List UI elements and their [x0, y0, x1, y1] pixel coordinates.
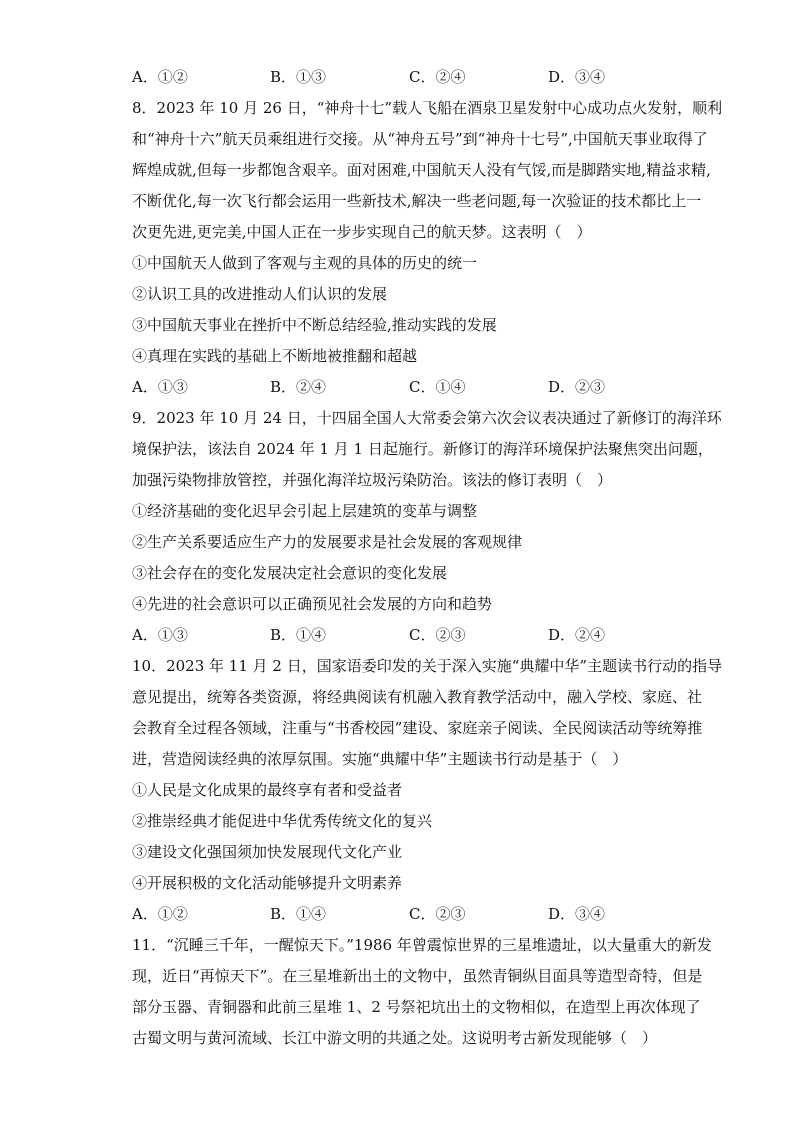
answer-choice: B．①④	[270, 626, 327, 644]
text-line: 部分玉器、青铜器和此前三星堆 1、2 号祭祀坑出土的文物相似，在造型上再次体现了	[132, 998, 701, 1016]
text-line: ③建设文化强国须加快发展现代文化产业	[132, 843, 403, 861]
answer-choice: D．③④	[548, 905, 606, 923]
text-line: 11．“沉睡三千年，一醒惊天下。”1986 年曾震惊世界的三星堆遗址，以大量重大的新发	[132, 936, 712, 954]
answer-choice: C．②③	[409, 626, 466, 644]
text-line: 不断优化,每一次飞行都会运用一些新技术,解决一些老问题,每一次验证的技术都比上一	[132, 192, 702, 210]
text-line: ③中国航天事业在挫折中不断总结经验,推动实践的发展	[132, 316, 497, 334]
text-line: 和“神舟十六”航天员乘组进行交接。从“神舟五号”到“神舟十七号”,中国航天事业取得了	[132, 130, 708, 148]
text-line: ②认识工具的改进推动人们认识的发展	[132, 285, 388, 303]
text-line: ④先进的社会意识可以正确预见社会发展的方向和趋势	[132, 595, 493, 613]
answer-choice: C．①④	[409, 378, 466, 396]
text-line: 进，营造阅读经典的浓厚氛围。实施“典耀中华”主题读书行动是基于（ ）	[132, 750, 628, 768]
answer-choice: B．②④	[270, 378, 327, 396]
answer-choice: B．①④	[270, 905, 327, 923]
answer-choice: C．②③	[409, 905, 466, 923]
text-line: ④开展积极的文化活动能够提升文明素养	[132, 874, 403, 892]
text-line: ①中国航天人做到了客观与主观的具体的历史的统一	[132, 254, 478, 272]
text-line: ②推崇经典才能促进中华优秀传统文化的复兴	[132, 812, 433, 830]
answer-choice: D．②④	[548, 626, 606, 644]
text-line: 辉煌成就,但每一步都饱含艰辛。面对困难,中国航天人没有气馁,而是脚踏实地,精益求精,	[132, 161, 711, 179]
answer-choices-row	[132, 62, 672, 93]
answer-choice: D．②③	[548, 378, 606, 396]
answer-choice: A．①②	[132, 905, 188, 923]
text-line: ④真理在实践的基础上不断地被推翻和超越	[132, 347, 418, 365]
text-line: 境保护法，该法自 2024 年 1 月 1 日起施行。新修订的海洋环境保护法聚焦突出问题，	[132, 440, 713, 458]
answer-choice: D．③④	[548, 68, 606, 86]
answer-choice: C．②④	[409, 68, 466, 86]
text-line: ②生产关系要适应生产力的发展要求是社会发展的客观规律	[132, 533, 523, 551]
answer-choice: A．①②	[132, 68, 188, 86]
answer-choice: A．①③	[132, 626, 188, 644]
text-line: 加强污染物排放管控，并强化海洋垃圾污染防治。该法的修订表明（ ）	[132, 471, 613, 489]
text-line: 意见提出，统筹各类资源，将经典阅读有机融入教育教学活动中，融入学校、家庭、社	[132, 688, 703, 706]
text-line: 9．2023 年 10 月 24 日，十四届全国人大常委会第六次会议表决通过了新修订的海洋环	[132, 409, 722, 427]
answer-choices-row	[132, 372, 672, 403]
text-line: 现，近日“再惊天下”。在三星堆新出土的文物中，虽然青铜纵目面具等造型奇特，但是	[132, 967, 703, 985]
text-line: ①经济基础的变化迟早会引起上层建筑的变革与调整	[132, 502, 478, 520]
text-line: ③社会存在的变化发展决定社会意识的变化发展	[132, 564, 448, 582]
answer-choice: A．①③	[132, 378, 188, 396]
text-line: 古蜀文明与黄河流域、长江中游文明的共通之处。这说明考古新发现能够（ ）	[132, 1029, 658, 1047]
text-line: ①人民是文化成果的最终享有者和受益者	[132, 781, 403, 799]
answer-choices-row	[132, 899, 672, 930]
text-line: 8．2023 年 10 月 26 日，“神舟十七”载人飞船在酒泉卫星发射中心成功点火发射，顺利	[132, 99, 723, 117]
answer-choices-row	[132, 620, 672, 651]
text-line: 会教育全过程各领域，注重与“书香校园”建设、家庭亲子阅读、全民阅读活动等统筹推	[132, 719, 703, 737]
question-content	[132, 62, 723, 1054]
text-line: 次更先进,更完美,中国人正在一步步实现自己的航天梦。这表明（ ）	[132, 223, 592, 241]
answer-choice: B．①③	[270, 68, 327, 86]
text-line: 10．2023 年 11 月 2 日，国家语委印发的关于深入实施“典耀中华”主题读书行动的指导	[132, 657, 723, 675]
